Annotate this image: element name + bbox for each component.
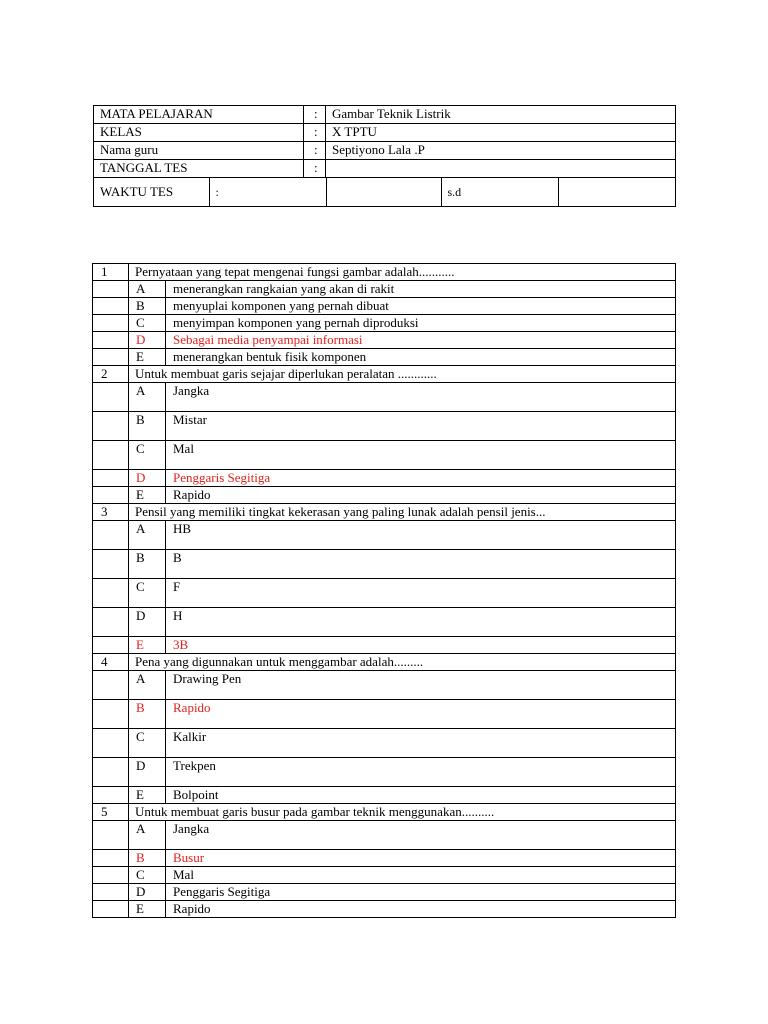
- option-row: [93, 281, 676, 298]
- option-spacer: [93, 884, 129, 901]
- option-spacer: [93, 758, 129, 787]
- option-text: H: [166, 608, 676, 637]
- option-spacer: [93, 521, 129, 550]
- option-row: [93, 487, 676, 504]
- question-row: [93, 264, 676, 281]
- correct-option-text: 3B: [166, 637, 676, 654]
- option-spacer: [93, 867, 129, 884]
- question-number: 4: [93, 654, 129, 671]
- header-value: X TPTU: [326, 124, 676, 142]
- time-label: WAKTU TES: [94, 178, 209, 206]
- option-letter: D: [129, 470, 166, 487]
- option-row: [93, 901, 676, 918]
- question-text: Pensil yang memiliki tingkat kekerasan yang paling lunak adalah pensil jenis...: [129, 504, 676, 521]
- time-start-field: :: [209, 178, 326, 206]
- option-row: [93, 470, 676, 487]
- option-row: [93, 608, 676, 637]
- option-row: [93, 671, 676, 700]
- option-row: [93, 758, 676, 787]
- header-separator: :: [304, 106, 326, 124]
- option-row: [93, 579, 676, 608]
- option-letter: B: [129, 550, 166, 579]
- option-letter: E: [129, 787, 166, 804]
- option-letter: C: [129, 729, 166, 758]
- header-separator: :: [304, 124, 326, 142]
- option-row: [93, 867, 676, 884]
- option-spacer: [93, 637, 129, 654]
- option-letter: E: [129, 487, 166, 504]
- header-label: Nama guru: [94, 142, 304, 160]
- option-row: [93, 550, 676, 579]
- header-value: Septiyono Lala .P: [326, 142, 676, 160]
- question-row: [93, 504, 676, 521]
- option-spacer: [93, 579, 129, 608]
- option-text: Bolpoint: [166, 787, 676, 804]
- option-row: [93, 821, 676, 850]
- option-row: [93, 349, 676, 366]
- option-letter: C: [129, 867, 166, 884]
- option-letter: E: [129, 637, 166, 654]
- option-row: [93, 412, 676, 441]
- option-text: Jangka: [166, 383, 676, 412]
- option-letter: D: [129, 884, 166, 901]
- question-text: Untuk membuat garis busur pada gambar teknik menggunakan..........: [129, 804, 676, 821]
- question-number: 2: [93, 366, 129, 383]
- option-row: [93, 315, 676, 332]
- header-row-class: [94, 124, 676, 142]
- option-spacer: [93, 332, 129, 349]
- option-spacer: [93, 729, 129, 758]
- option-spacer: [93, 901, 129, 918]
- question-row: [93, 366, 676, 383]
- option-letter: E: [129, 901, 166, 918]
- option-row: [93, 700, 676, 729]
- option-text: Mistar: [166, 412, 676, 441]
- option-spacer: [93, 470, 129, 487]
- question-number: 5: [93, 804, 129, 821]
- option-text: menyuplai komponen yang pernah dibuat: [166, 298, 676, 315]
- option-spacer: [93, 383, 129, 412]
- header-separator: :: [304, 160, 326, 178]
- option-letter: B: [129, 298, 166, 315]
- correct-option-text: Sebagai media penyampai informasi: [166, 332, 676, 349]
- option-spacer: [93, 700, 129, 729]
- option-spacer: [93, 315, 129, 332]
- time-row-container: [94, 178, 676, 207]
- option-text: Mal: [166, 441, 676, 470]
- option-letter: B: [129, 850, 166, 867]
- option-text: Kalkir: [166, 729, 676, 758]
- option-spacer: [93, 349, 129, 366]
- question-text: Untuk membuat garis sejajar diperlukan peralatan ............: [129, 366, 676, 383]
- header-row-subject: [94, 106, 676, 124]
- option-row: [93, 441, 676, 470]
- option-row: [93, 884, 676, 901]
- option-letter: A: [129, 821, 166, 850]
- option-row: [93, 383, 676, 412]
- time-until-label: s.d: [441, 178, 558, 206]
- option-letter: B: [129, 412, 166, 441]
- option-text: Rapido: [166, 901, 676, 918]
- questions-table: [92, 263, 676, 918]
- option-text: HB: [166, 521, 676, 550]
- question-text: Pena yang digunnakan untuk menggambar adalah.........: [129, 654, 676, 671]
- header-row-teacher: [94, 142, 676, 160]
- correct-option-text: Penggaris Segitiga: [166, 470, 676, 487]
- option-letter: A: [129, 521, 166, 550]
- header-row-time: [94, 178, 676, 207]
- option-letter: D: [129, 758, 166, 787]
- header-row-date: [94, 160, 676, 178]
- option-letter: C: [129, 315, 166, 332]
- option-letter: A: [129, 671, 166, 700]
- option-text: Rapido: [166, 487, 676, 504]
- option-letter: C: [129, 579, 166, 608]
- correct-option-text: Rapido: [166, 700, 676, 729]
- question-row: [93, 804, 676, 821]
- option-text: Drawing Pen: [166, 671, 676, 700]
- option-letter: D: [129, 332, 166, 349]
- option-letter: A: [129, 281, 166, 298]
- header-label: KELAS: [94, 124, 304, 142]
- header-label: TANGGAL TES: [94, 160, 304, 178]
- header-value: [326, 160, 676, 178]
- question-number: 1: [93, 264, 129, 281]
- option-row: [93, 521, 676, 550]
- option-row: [93, 729, 676, 758]
- option-spacer: [93, 487, 129, 504]
- option-row: [93, 637, 676, 654]
- time-row-table: [94, 178, 676, 206]
- option-text: menerangkan bentuk fisik komponen: [166, 349, 676, 366]
- option-text: B: [166, 550, 676, 579]
- option-row: [93, 787, 676, 804]
- option-spacer: [93, 787, 129, 804]
- option-text: menyimpan komponen yang pernah diproduksi: [166, 315, 676, 332]
- question-row: [93, 654, 676, 671]
- question-number: 3: [93, 504, 129, 521]
- option-text: Trekpen: [166, 758, 676, 787]
- option-letter: E: [129, 349, 166, 366]
- option-text: F: [166, 579, 676, 608]
- option-spacer: [93, 550, 129, 579]
- option-spacer: [93, 281, 129, 298]
- option-row: [93, 298, 676, 315]
- time-end-value: [558, 178, 676, 206]
- option-text: Penggaris Segitiga: [166, 884, 676, 901]
- option-letter: C: [129, 441, 166, 470]
- option-spacer: [93, 298, 129, 315]
- option-spacer: [93, 850, 129, 867]
- option-letter: B: [129, 700, 166, 729]
- option-text: Jangka: [166, 821, 676, 850]
- exam-header-table: [93, 105, 676, 207]
- option-letter: A: [129, 383, 166, 412]
- header-separator: :: [304, 142, 326, 160]
- option-row: [93, 332, 676, 349]
- option-spacer: [93, 412, 129, 441]
- option-spacer: [93, 441, 129, 470]
- option-text: menerangkan rangkaian yang akan di rakit: [166, 281, 676, 298]
- question-text: Pernyataan yang tepat mengenai fungsi gambar adalah...........: [129, 264, 676, 281]
- time-start-value: [326, 178, 441, 206]
- option-text: Mal: [166, 867, 676, 884]
- option-letter: D: [129, 608, 166, 637]
- option-row: [93, 850, 676, 867]
- option-spacer: [93, 608, 129, 637]
- header-value: Gambar Teknik Listrik: [326, 106, 676, 124]
- option-spacer: [93, 821, 129, 850]
- correct-option-text: Busur: [166, 850, 676, 867]
- option-spacer: [93, 671, 129, 700]
- header-label: MATA PELAJARAN: [94, 106, 304, 124]
